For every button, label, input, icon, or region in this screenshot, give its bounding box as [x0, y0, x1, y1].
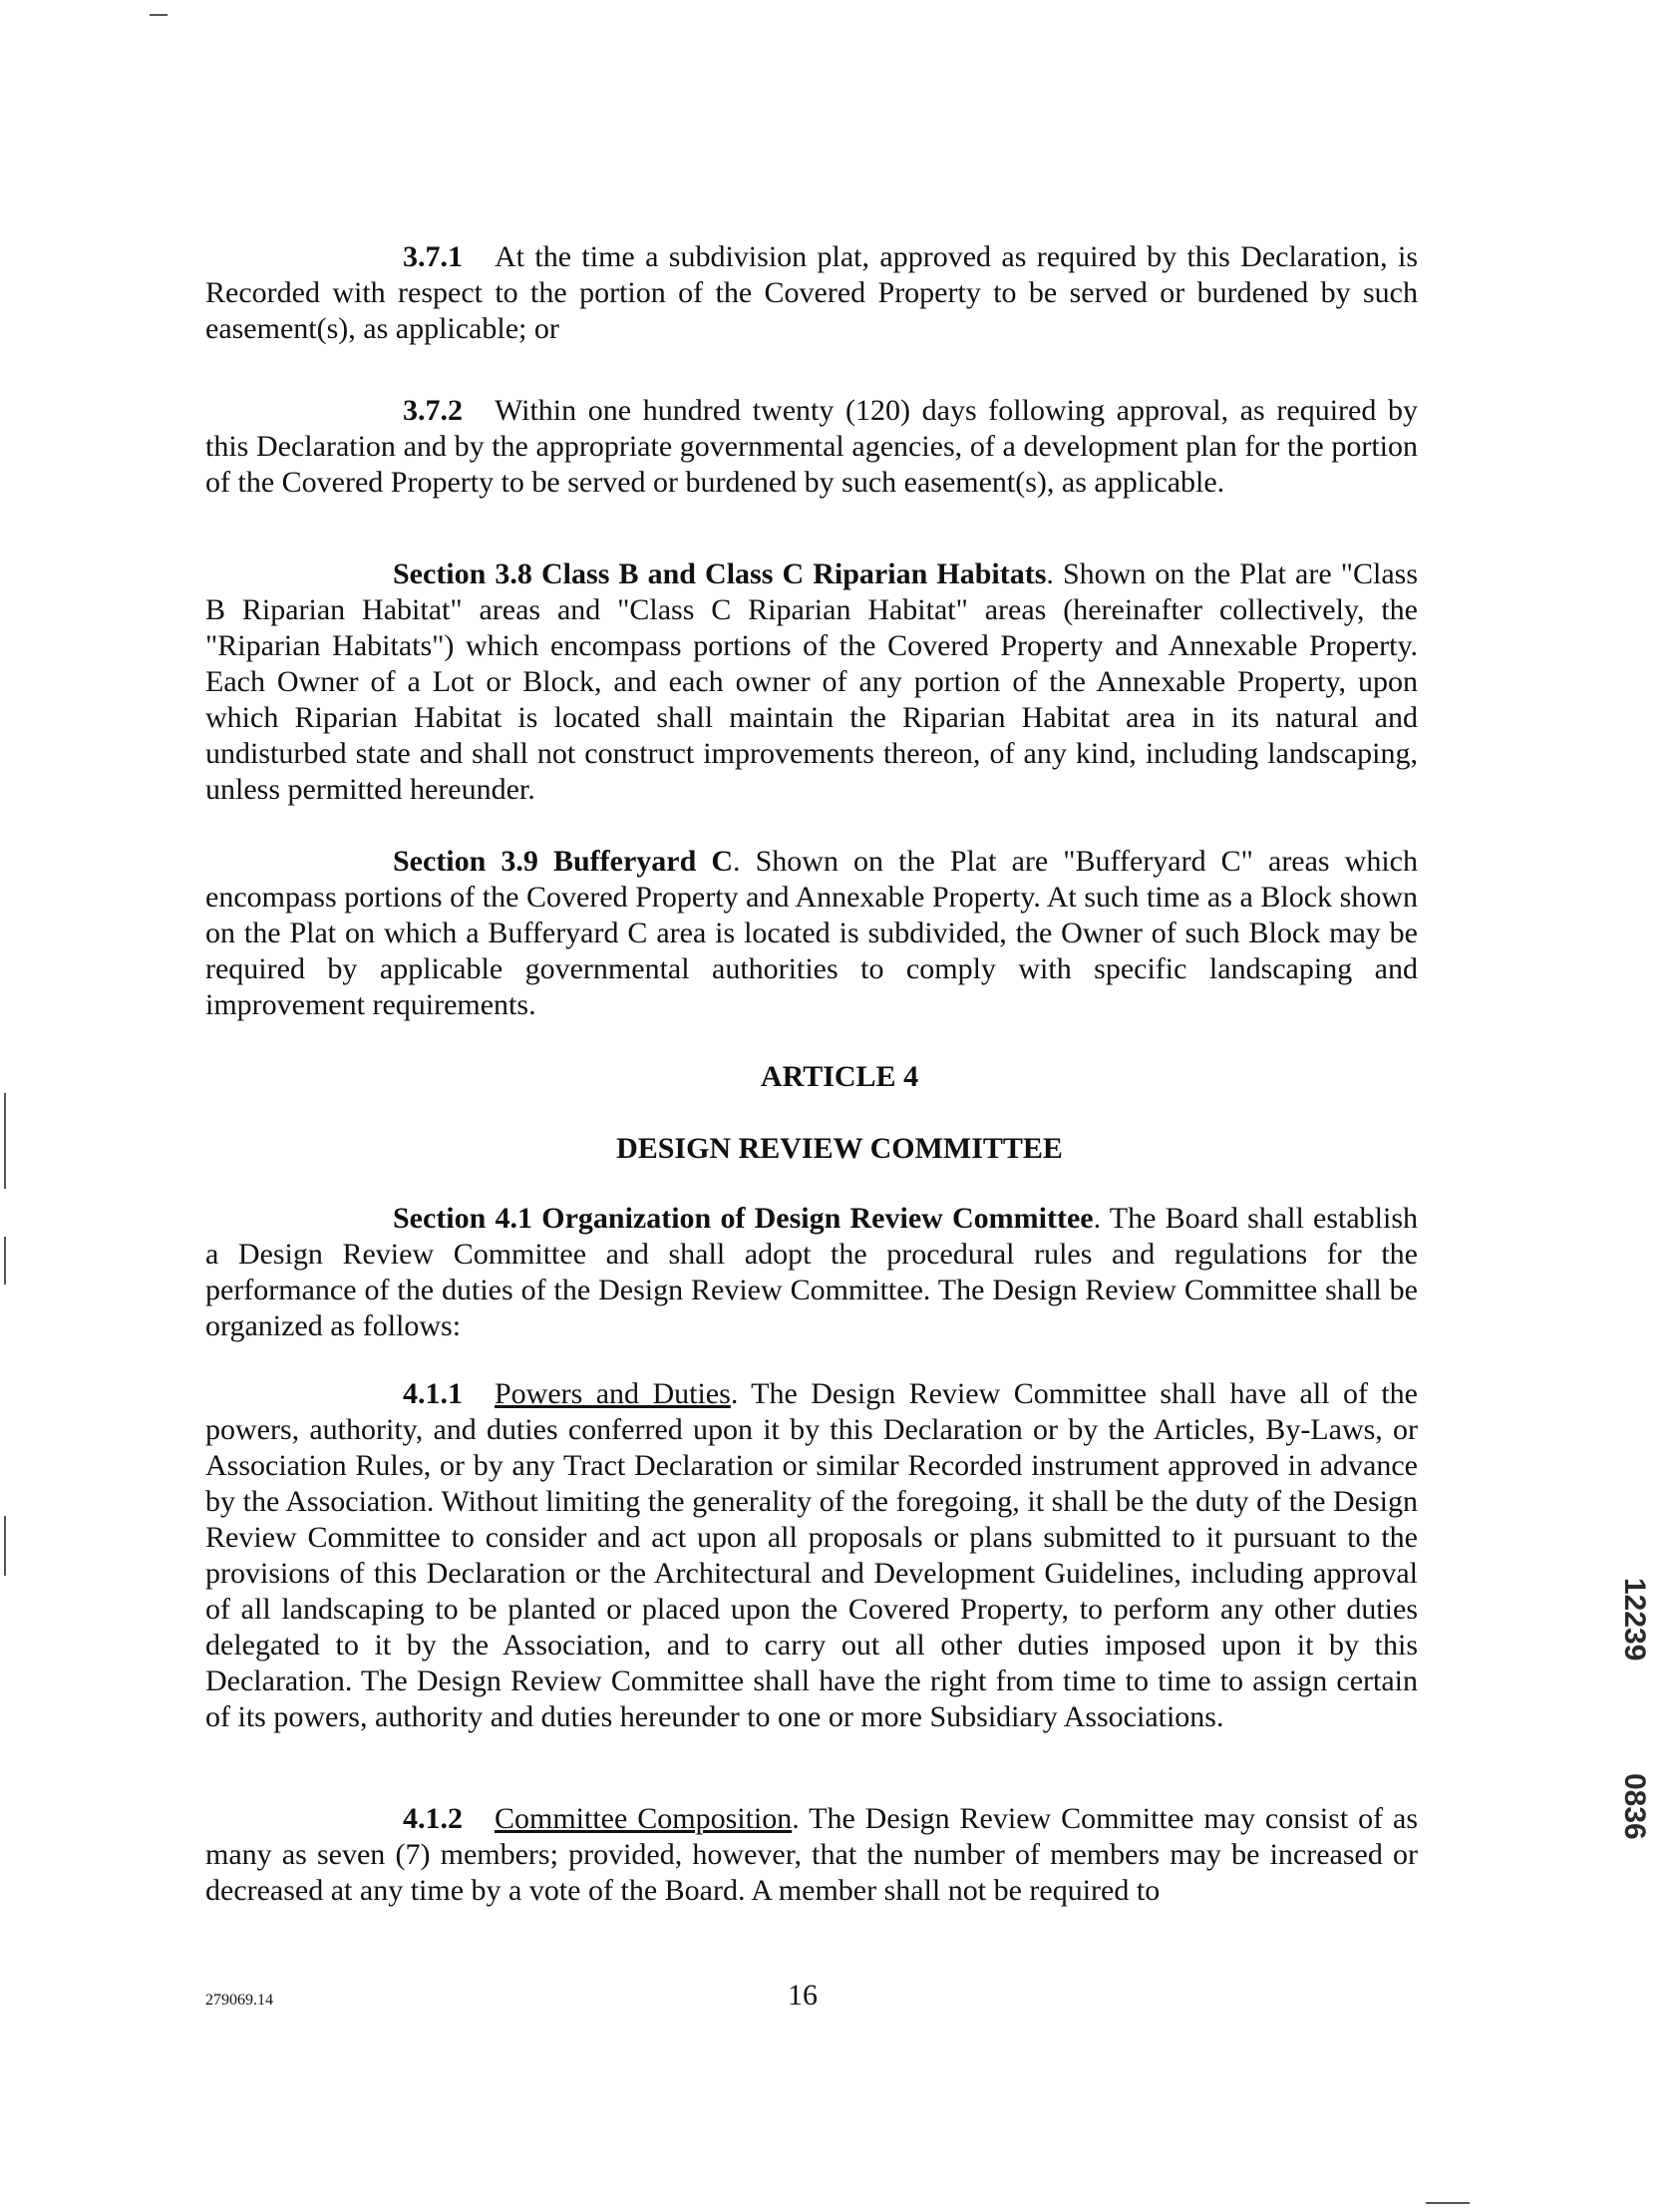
- paragraph-text: At the time a subdivision plat, approved as required by this Declaration, is Recorded with respect to the portion of the Covered Property to be served or burdened by such easement(s), as applicable; or: [205, 240, 1418, 345]
- paragraph-number: 4.1.2: [403, 1802, 463, 1835]
- section-heading: Section 4.1 Organization of Design Review Committee: [393, 1202, 1094, 1235]
- article-title: ARTICLE 4: [760, 1060, 919, 1093]
- page-number: 16: [788, 1979, 818, 2012]
- stamp-text: 12239: [1618, 1578, 1651, 1661]
- paragraph-number: 3.7.1: [403, 240, 463, 273]
- section-text: . The Board shall establish a Design Review Committee and shall adopt the procedural rules and regulations for the performance of the duties of the Design Review Committee. The Design Review Committee shall be organized as follows:: [205, 1202, 1419, 1342]
- section-heading: Section 3.8 Class B and Class C Riparian Habitats: [393, 557, 1047, 590]
- paragraph-number: 3.7.2: [403, 394, 463, 427]
- scan-mark-left-3: [4, 1516, 6, 1576]
- section-text: . Shown on the Plat are "Class B Riparian Habitat" areas and "Class C Riparian Habitat" areas (hereinafter collectively, the "Riparian Habitats") which encompass portions of the Covered Property and Annexable Property. Each Owner of a Lot or Block, and each owner of any portion of the Annexable Property, upon which Riparian Habitat is located shall maintain the Riparian Habitat area in its natural and undisturbed state and shall not construct improvements thereon, of any kind, including landscaping, unless permitted hereunder.: [205, 557, 1418, 806]
- paragraph-text: . The Design Review Committee may consist of as many as seven (7) members; provided, however, that the number of members may be increased or decreased at any time by a vote of the Board. A member shall not be required to: [205, 1802, 1418, 1907]
- paragraph-number: 4.1.1: [403, 1377, 463, 1410]
- paragraph-4-1-2: [205, 1801, 1418, 1909]
- stamp-text: 0836: [1618, 1773, 1651, 1840]
- article-subtitle: DESIGN REVIEW COMMITTEE: [616, 1132, 1063, 1165]
- paragraph-text: Within one hundred twenty (120) days following approval, as required by this Declaration and by the appropriate governmental agencies, of a development plan for the portion of the Covered Property to be served or burdened by such easement(s), as applicable.: [205, 394, 1418, 499]
- scan-mark-top: [150, 14, 168, 16]
- paragraph-text: . The Design Review Committee shall have all of the powers, authority, and duties conferred upon it by this Declaration or by the Articles, By-Laws, or Association Rules, or by any Tract Declaration or similar Recorded instrument approved in advance by the Association. Without limiting the generality of the foregoing, it shall be the duty of the Design Review Committee to consider and act upon all proposals or plans submitted to it pursuant to the provisions of this Declaration or the Architectural and Development Guidelines, including approval of all landscaping to be planted or placed upon the Covered Property, to perform any other duties delegated to it by the Association, and to carry out all other duties imposed upon it by this Declaration. The Design Review Committee shall have the right from time to time to assign certain of its powers, authority and duties hereunder to one or more Subsidiary Associations.: [205, 1377, 1418, 1733]
- section-4-1: [205, 1201, 1418, 1344]
- section-3-9: [205, 844, 1418, 1023]
- paragraph-4-1-1: [205, 1376, 1418, 1735]
- paragraph-title: Committee Composition: [495, 1802, 793, 1835]
- recording-stamp-lower: [1617, 1771, 1651, 1840]
- section-3-8: [205, 556, 1418, 808]
- paragraph-3-7-1: [205, 239, 1418, 347]
- section-text: . Shown on the Plat are "Bufferyard C" areas which encompass portions of the Covered Property and Annexable Property. At such time as a Block shown on the Plat on which a Bufferyard C area is located is subdivided, the Owner of such Block may be required by applicable governmental authorities to comply with specific landscaping and improvement requirements.: [205, 845, 1419, 1021]
- scan-mark-left-2: [4, 1237, 6, 1285]
- scan-mark-bottom: [1426, 2202, 1470, 2204]
- recording-stamp-upper: [1617, 1576, 1651, 1661]
- section-heading: Section 3.9 Bufferyard C: [393, 845, 734, 878]
- paragraph-title: Powers and Duties: [495, 1377, 731, 1410]
- document-id: 279069.14: [205, 1992, 273, 2009]
- paragraph-3-7-2: [205, 393, 1418, 501]
